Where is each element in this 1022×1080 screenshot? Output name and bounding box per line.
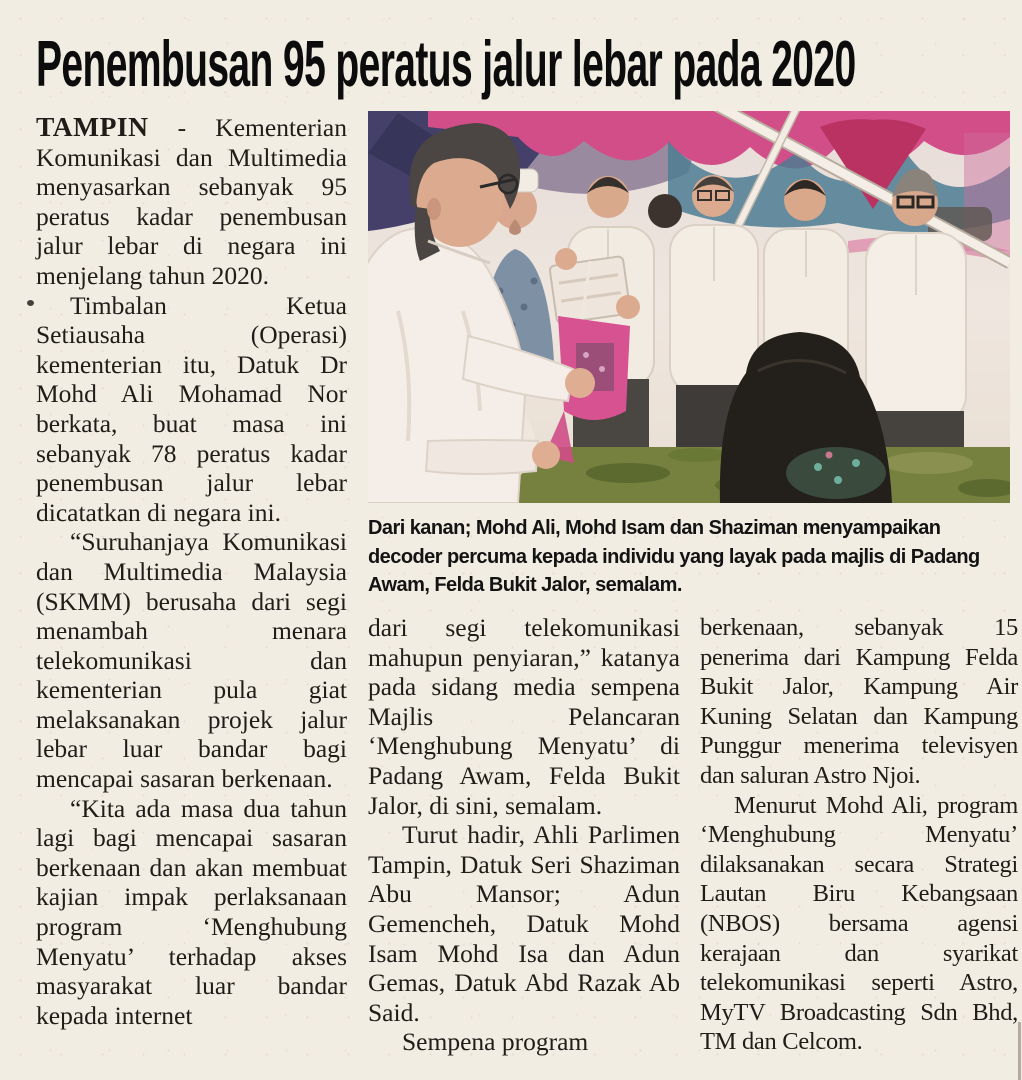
photo-block [368,111,1010,600]
lead-text: - Kementerian Komunikasi dan Multimedia menyasarkan sebanyak 95 peratus kadar penembusan jalur lebar di negara ini menjelang tahun 2020. [36,113,347,290]
column-middle [368,613,680,1057]
paragraph: Menurut Mohd Ali, program ‘Menghubung Menyatu’ dilaksanakan secara Strategi Lautan Biru Kebangsaan (NBOS) bersama agensi kerajaan dan syarikat telekomunikasi seperti Astro, MyTV Broadcasting Sdn Bhd, TM dan Celcom. [700,791,1018,1056]
dateline: TAMPIN [36,111,149,142]
paragraph: Dari kanan; Mohd Ali, Mohd Isam dan Shaziman menyampaikan [368,517,941,539]
news-photo [368,111,1010,503]
paragraph: Timbalan Ketua Setiausaha (Operasi) kementerian itu, Datuk Dr Mohd Ali Mohamad Nor berkata, buat masa ini sebanyak 78 peratus kadar penembusan jalur lebar dicatatkan di negara ini. [36,290,347,527]
print-artifact-dot [27,300,34,306]
paragraph: Turut hadir, Ahli Parlimen Tampin, Datuk Seri Shaziman Abu Mansor; Adun Gemencheh, Datuk Mohd Isam Mohd Isa dan Adun Gemas, Datuk Abd Razak Ab Said. [368,820,680,1027]
paragraph: berkenaan, sebanyak 15 penerima dari Kampung Felda Bukit Jalor, Kampung Air Kuning Selatan dan Kampung Punggur menerima televisyen dan saluran Astro Njoi. [700,614,1018,789]
right-paragraphs [700,613,1018,1057]
paragraph: “Suruhanjaya Komunikasi dan Multimedia Malaysia (SKMM) berusaha dari segi menambah menara telekomunikasi dan kementerian pula giat melaksanakan projek jalur lebar luar bandar bagi mencapai sasaran berkenaan. [36,527,347,794]
background-person-head [648,194,682,228]
lead-paragraph [36,112,347,291]
scan-crease-mark [1018,1022,1021,1080]
middle-paragraphs [368,613,680,1057]
paragraph: decoder percuma kepada individu yang layak pada majlis di Padang [368,545,980,568]
photo-caption [368,514,1010,600]
article-headline: Penembusan 95 peratus jalur lebar pada 2020 [36,27,856,100]
hand [555,248,577,270]
paragraph: Awam, Felda Bukit Jalor, semalam. [368,574,682,596]
paragraph: dari segi telekomunikasi mahupun penyiaran,” katanya pada sidang media sempena Majlis Pelancaran ‘Menghubung Menyatu’ di Padang Awam, Felda Bukit Jalor, di sini, semalam. [368,613,680,820]
left-paragraphs [36,291,347,1031]
column-right [700,613,1018,1057]
hand [616,295,640,319]
column-left [36,112,347,1030]
paragraph: “Kita ada masa dua tahun lagi bagi mencapai sasaran berkenaan dan akan membuat kajian impak perlaksanaan program ‘Menghubung Menyatu’ terhadap akses masyarakat luar bandar kepada internet [36,793,347,1030]
paragraph: Sempena program [402,1027,589,1057]
